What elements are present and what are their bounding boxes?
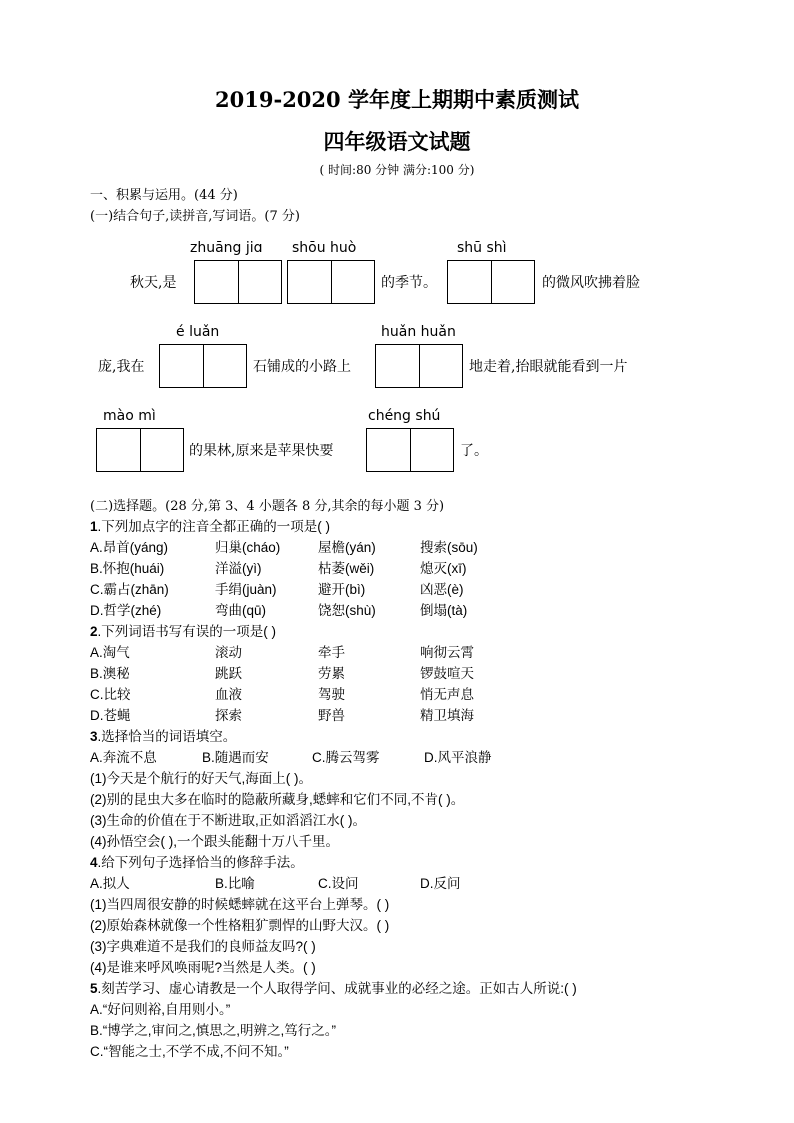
sentence-fragment: 秋天,是: [130, 275, 177, 291]
sentence-fragment: 石铺成的小路上: [253, 359, 351, 375]
option-cell: 劳累: [318, 666, 345, 681]
option-cell: C.“智能之士,不学不成,不问不知。”: [90, 1044, 289, 1059]
option-cell: C.腾云驾雾: [312, 750, 380, 765]
part1-heading: (一)结合句子,读拼音,写词语。(7 分): [90, 209, 300, 224]
option-cell: 血液: [215, 687, 242, 702]
sentence-fragment: 的季节。: [381, 275, 437, 291]
option-cell: 手绢(juàn): [215, 582, 277, 597]
question-stem: 4.给下列句子选择恰当的修辞手法。: [90, 855, 304, 870]
option-cell: 倒塌(tà): [420, 603, 468, 618]
pinyin-label: huǎn huǎn: [381, 324, 456, 340]
writing-box[interactable]: [96, 428, 184, 472]
writing-box[interactable]: [366, 428, 454, 472]
option-cell: 饶恕(shù): [318, 603, 376, 618]
option-cell: 锣鼓喧天: [420, 666, 474, 681]
writing-box[interactable]: [287, 260, 375, 304]
pinyin-label: mào mì: [103, 408, 156, 424]
option-cell: D.风平浪静: [424, 750, 492, 765]
option-cell: A.拟人: [90, 876, 130, 891]
option-cell: 驾驶: [318, 687, 345, 702]
option-cell: 精卫填海: [420, 708, 474, 723]
part2-heading: (二)选择题。(28 分,第 3、4 小题各 8 分,其余的每小题 3 分): [90, 499, 445, 514]
question-stem: 1.下列加点字的注音全都正确的一项是( ): [90, 519, 331, 534]
option-cell: 熄灭(xī): [420, 561, 467, 576]
pinyin-label: é luǎn: [176, 324, 220, 340]
fill-item: (2)别的昆虫大多在临时的隐蔽所藏身,蟋蟀和它们不同,不肯( )。: [90, 792, 465, 807]
option-cell: 牵手: [318, 645, 345, 660]
option-cell: A.昂首(yáng): [90, 540, 169, 555]
option-cell: 探索: [215, 708, 242, 723]
option-cell: B.随遇而安: [202, 750, 269, 765]
option-cell: 洋溢(yì): [215, 561, 262, 576]
option-cell: 凶恶(è): [420, 582, 464, 597]
option-cell: A.淘气: [90, 645, 130, 660]
pinyin-label: shōu huò: [292, 240, 357, 256]
exam-title: 2019-2020 学年度上期期中素质测试: [215, 87, 579, 112]
writing-box[interactable]: [447, 260, 535, 304]
option-cell: 搜索(sōu): [420, 540, 478, 555]
option-cell: B.“博学之,审问之,慎思之,明辨之,笃行之。”: [90, 1023, 336, 1038]
option-cell: C.设问: [318, 876, 359, 891]
fill-item: (4)是谁来呼风唤雨呢?当然是人类。( ): [90, 960, 316, 975]
option-cell: B.怀抱(huái): [90, 561, 165, 576]
fill-item: (3)生命的价值在于不断进取,正如滔滔江水( )。: [90, 813, 366, 828]
option-cell: 野兽: [318, 708, 345, 723]
option-cell: 悄无声息: [420, 687, 474, 702]
option-cell: 枯萎(wěi): [318, 561, 375, 576]
section-heading: 一、积累与运用。(44 分): [90, 188, 238, 203]
option-cell: B.比喻: [215, 876, 255, 891]
pinyin-label: shū shì: [457, 240, 507, 256]
option-cell: A.奔流不息: [90, 750, 157, 765]
fill-item: (4)孙悟空会( ),一个跟头能翻十万八千里。: [90, 834, 339, 849]
option-cell: D.苍蝇: [90, 708, 131, 723]
fill-item: (1)今天是个航行的好天气,海面上( )。: [90, 771, 312, 786]
option-cell: D.反问: [420, 876, 461, 891]
question-stem: 2.下列词语书写有误的一项是( ): [90, 624, 277, 639]
question-stem: 3.选择恰当的词语填空。: [90, 729, 237, 744]
pinyin-label: zhuāng jiɑ: [190, 240, 263, 256]
option-cell: 弯曲(qū): [215, 603, 267, 618]
option-cell: C.比较: [90, 687, 131, 702]
sentence-fragment: 了。: [460, 443, 488, 459]
writing-box[interactable]: [159, 344, 247, 388]
option-cell: 跳跃: [215, 666, 242, 681]
sentence-fragment: 的果林,原来是苹果快要: [189, 443, 334, 459]
fill-item: (2)原始森林就像一个性格粗犷剽悍的山野大汉。( ): [90, 918, 390, 933]
exam-subtitle: 四年级语文试题: [323, 129, 471, 154]
option-cell: 滚动: [215, 645, 242, 660]
pinyin-label: chéng shú: [368, 408, 441, 424]
fill-item: (1)当四周很安静的时候蟋蟀就在这平台上弹琴。( ): [90, 897, 390, 912]
option-cell: 屋檐(yán): [318, 540, 376, 555]
exam-meta: ( 时间:80 分钟 满分:100 分): [319, 163, 475, 177]
option-cell: 避开(bì): [318, 582, 366, 597]
option-cell: D.哲学(zhé): [90, 603, 162, 618]
writing-box[interactable]: [194, 260, 282, 304]
question-stem: 5.刻苦学习、虚心请教是一个人取得学问、成就事业的必经之途。正如古人所说:( ): [90, 981, 577, 996]
option-cell: C.霸占(zhān): [90, 582, 169, 597]
option-cell: A.“好问则裕,自用则小。”: [90, 1002, 231, 1017]
sentence-fragment: 的微风吹拂着脸: [542, 275, 640, 291]
sentence-fragment: 庞,我在: [98, 359, 145, 375]
fill-item: (3)字典难道不是我们的良师益友吗?( ): [90, 939, 316, 954]
option-cell: 响彻云霄: [420, 645, 474, 660]
option-cell: B.澳秘: [90, 666, 130, 681]
option-cell: 归巢(cháo): [215, 540, 281, 555]
writing-box[interactable]: [375, 344, 463, 388]
sentence-fragment: 地走着,抬眼就能看到一片: [469, 359, 628, 375]
